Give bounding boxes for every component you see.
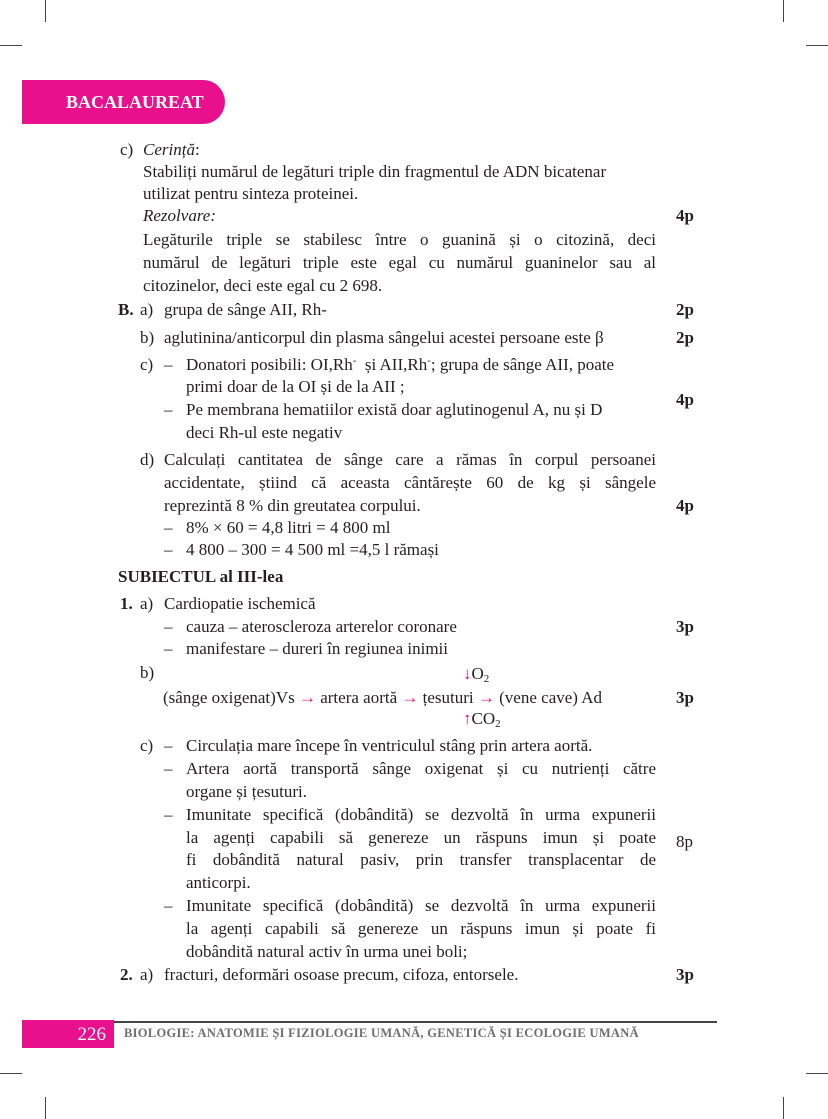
text-line: deci Rh-ul este negativ bbox=[186, 423, 343, 442]
section-title: SUBIECTUL al III-lea bbox=[118, 567, 284, 586]
circulation-flow: (sânge oxigenat)Vs → artera aortă → țesuturi → (vene cave) Ad bbox=[163, 688, 603, 707]
section-label: B. bbox=[118, 300, 134, 319]
text-line: numărul de legături triple este egal cu numărul guaninelor sau al bbox=[143, 253, 656, 272]
oxygen-label: $↓O_2$ bbox=[463, 664, 490, 685]
dash: – bbox=[164, 736, 173, 755]
item-label: a) bbox=[140, 594, 154, 613]
points: 2p bbox=[676, 328, 694, 347]
text-line: organe și țesuturi. bbox=[186, 782, 308, 801]
requirement-heading: Cerință: bbox=[143, 140, 200, 159]
text-line: aglutinina/anticorpul din plasma sângelui acestei persoane este β bbox=[164, 328, 604, 347]
text-line: Cardiopatie ischemică bbox=[164, 594, 316, 613]
text-line: accidentate, știind că aceasta cântărește 60 de kg și sângele bbox=[164, 473, 656, 492]
text-line: Donatori posibili: OI,Rh- și AII,Rh-; grupa de sânge AII, poate bbox=[186, 354, 615, 374]
points: 2p bbox=[676, 300, 694, 319]
book-title: BIOLOGIE: ANATOMIE ȘI FIZIOLOGIE UMANĂ, GENETICĂ ȘI ECOLOGIE UMANĂ bbox=[124, 1026, 639, 1040]
points: 4p bbox=[676, 390, 694, 409]
text-line: fracturi, deformări osoase precum, cifoza, entorsele. bbox=[164, 965, 519, 984]
text-line: Imunitate specifică (dobândită) se dezvoltă în urma expunerii bbox=[186, 805, 656, 824]
item-label: a) bbox=[140, 300, 154, 319]
arrow-right-icon: → bbox=[298, 688, 316, 707]
footer-divider bbox=[114, 1021, 717, 1023]
crop-mark bbox=[45, 0, 46, 22]
crop-mark bbox=[806, 1073, 828, 1074]
down-arrow-icon: ↓ bbox=[463, 664, 472, 683]
dash: – bbox=[164, 805, 173, 824]
text-line: Stabiliți numărul de legături triple din fragmentul de ADN bicatenar bbox=[143, 162, 607, 181]
text-line: fi dobândită natural pasiv, prin transfer transplacentar de bbox=[186, 850, 656, 869]
item-label: a) bbox=[140, 965, 154, 984]
text-line: Legăturile triple se stabilesc între o guanină și o citozină, deci bbox=[143, 230, 656, 249]
points: 3p bbox=[676, 617, 694, 636]
arrow-right-icon: → bbox=[401, 688, 419, 707]
item-label: c) bbox=[140, 736, 154, 755]
points: 8p bbox=[676, 832, 693, 851]
text-line: Artera aortă transportă sânge oxigenat și cu nutrienți către bbox=[186, 759, 656, 778]
dash: – bbox=[164, 540, 173, 559]
points: 3p bbox=[676, 965, 694, 984]
item-label: c) bbox=[120, 140, 134, 159]
dash: – bbox=[164, 355, 173, 374]
page-number: 226 bbox=[22, 1020, 114, 1048]
crop-mark bbox=[783, 1097, 784, 1119]
text-line: la agenți capabili să genereze un răspuns imun și poate fi bbox=[186, 919, 656, 938]
section-header-badge: BACALAUREAT bbox=[22, 80, 225, 124]
crop-mark bbox=[783, 0, 784, 22]
dash: – bbox=[164, 896, 173, 915]
text-line: primi doar de la OI și de la AII ; bbox=[186, 377, 405, 396]
text-line: dobândită natural activ în urma unei boli; bbox=[186, 942, 468, 961]
text-line: grupa de sânge AII, Rh- bbox=[164, 300, 327, 319]
crop-mark bbox=[806, 45, 828, 46]
up-arrow-icon: ↑ bbox=[463, 709, 472, 728]
crop-mark bbox=[0, 45, 22, 46]
text-line: la agenți capabili să genereze un răspuns imun și poate bbox=[186, 828, 656, 847]
text-line: citozinelor, deci este egal cu 2 698. bbox=[143, 276, 383, 295]
item-label: b) bbox=[140, 328, 155, 347]
points: 4p bbox=[676, 206, 694, 225]
question-number: 1. bbox=[120, 594, 133, 613]
item-label: c) bbox=[140, 355, 154, 374]
crop-mark bbox=[0, 1073, 22, 1074]
points: 3p bbox=[676, 688, 694, 707]
text-line: Calculați cantitatea de sânge care a rămas în corpul persoanei bbox=[164, 450, 656, 469]
dash: – bbox=[164, 617, 173, 636]
crop-mark bbox=[45, 1097, 46, 1119]
text-line: Imunitate specifică (dobândită) se dezvoltă în urma expunerii bbox=[186, 896, 656, 915]
arrow-right-icon: → bbox=[477, 688, 495, 707]
text-line: reprezintă 8 % din greutatea corpului. bbox=[164, 496, 421, 515]
text-line: cauza – ateroscleroza arterelor coronare bbox=[186, 617, 457, 636]
question-number: 2. bbox=[120, 965, 133, 984]
text-line: 4 800 – 300 = 4 500 ml =4,5 l rămași bbox=[186, 540, 439, 559]
item-label: d) bbox=[140, 450, 155, 469]
text-line: 8% × 60 = 4,8 litri = 4 800 ml bbox=[186, 518, 391, 537]
text-line: anticorpi. bbox=[186, 873, 251, 892]
points: 4p bbox=[676, 496, 694, 515]
dash: – bbox=[164, 759, 173, 778]
solution-heading: Rezolvare: bbox=[143, 206, 217, 225]
dash: – bbox=[164, 400, 173, 419]
text-line: Circulația mare începe în ventriculul stâng prin artera aortă. bbox=[186, 736, 593, 755]
dash: – bbox=[164, 639, 173, 658]
co2-label: $↑CO_2$ bbox=[463, 709, 501, 730]
text-line: manifestare – dureri în regiunea inimii bbox=[186, 639, 448, 658]
item-label: b) bbox=[140, 663, 155, 682]
text-line: utilizat pentru sinteza proteinei. bbox=[143, 184, 359, 203]
dash: – bbox=[164, 518, 173, 537]
text-line: Pe membrana hematiilor există doar aglutinogenul A, nu și D bbox=[186, 400, 603, 419]
